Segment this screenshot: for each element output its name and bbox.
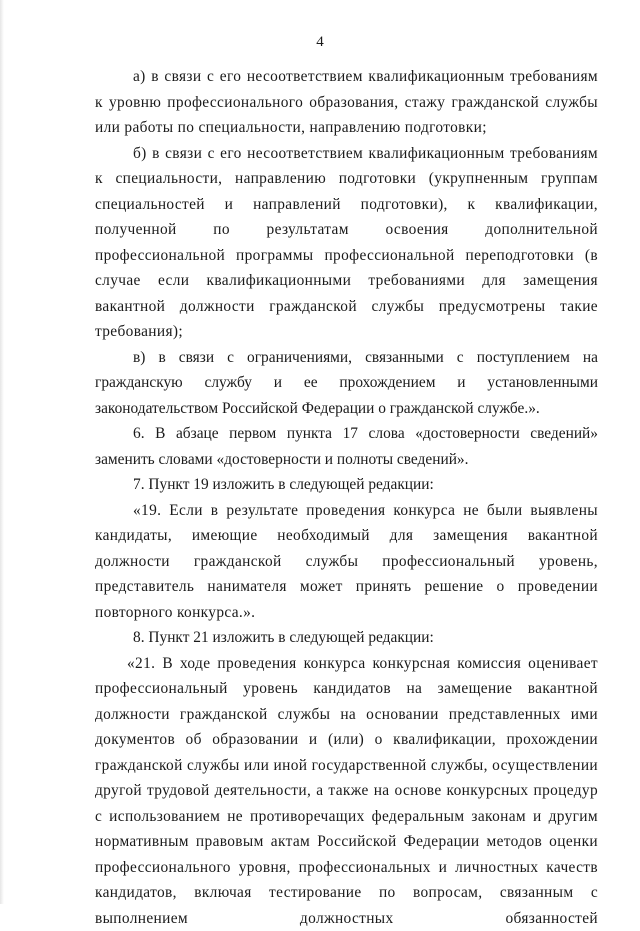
paragraph-point-19: «19. Если в результате проведения конкурса не были выявлены кандидаты, имеющие необходимый для замещения вакантной должности гражданской службы профессиональный уровень, представитель нанимателя может принять решение о проведении повторного конкурса.». [95,498,598,626]
paragraph-item-6: 6. В абзаце первом пункта 17 слова «достоверности сведений» заменить словами «достоверности и полноты сведений». [95,421,598,472]
paragraph-item-8: 8. Пункт 21 изложить в следующей редакции: [95,625,598,651]
page-number: 4 [0,34,640,51]
paragraph-point-21: «21. В ходе проведения конкурса конкурсная комиссия оценивает профессиональный уровень кандидатов на замещение вакантной должности гражданской службы на основании представленных ими документов об образовании и (или) о квалификации, прохождении гражданской службы или иной государственной службы, осуществлении другой трудовой деятельности, а также на основе конкурсных процедур с использованием не противоречащих федеральным законам и другим нормативным правовым актам Российской Федерации методов оценки профессионального уровня, профессиональных и личностных качеств кандидатов, включая тестирование по вопросам, связанным с выполнением должностных обязанностей [95,651,598,931]
scan-margin-shadow [0,0,4,904]
paragraph-item-7: 7. Пункт 19 изложить в следующей редакции: [95,472,598,498]
document-body [95,64,598,931]
paragraph-a: а) в связи с его несоответствием квалификационным требованиям к уровню профессионального образования, стажу гражданской службы или работы по специальности, направлению подготовки; [95,64,598,141]
paragraph-b: б) в связи с его несоответствием квалификационным требованиям к специальности, направлению подготовки (укрупненным группам специальностей и направлений подготовки), к квалификации, полученной по результатам освоения дополнительной профессиональной программы профессиональной переподготовки (в случае если квалификационными требованиями для замещения вакантной должности гражданской службы предусмотрены такие требования); [95,141,598,345]
paragraph-v: в) в связи с ограничениями, связанными с поступлением на гражданскую службу и ее прохождением и установленными законодательством Российской Федерации о гражданской службе.». [95,345,598,422]
